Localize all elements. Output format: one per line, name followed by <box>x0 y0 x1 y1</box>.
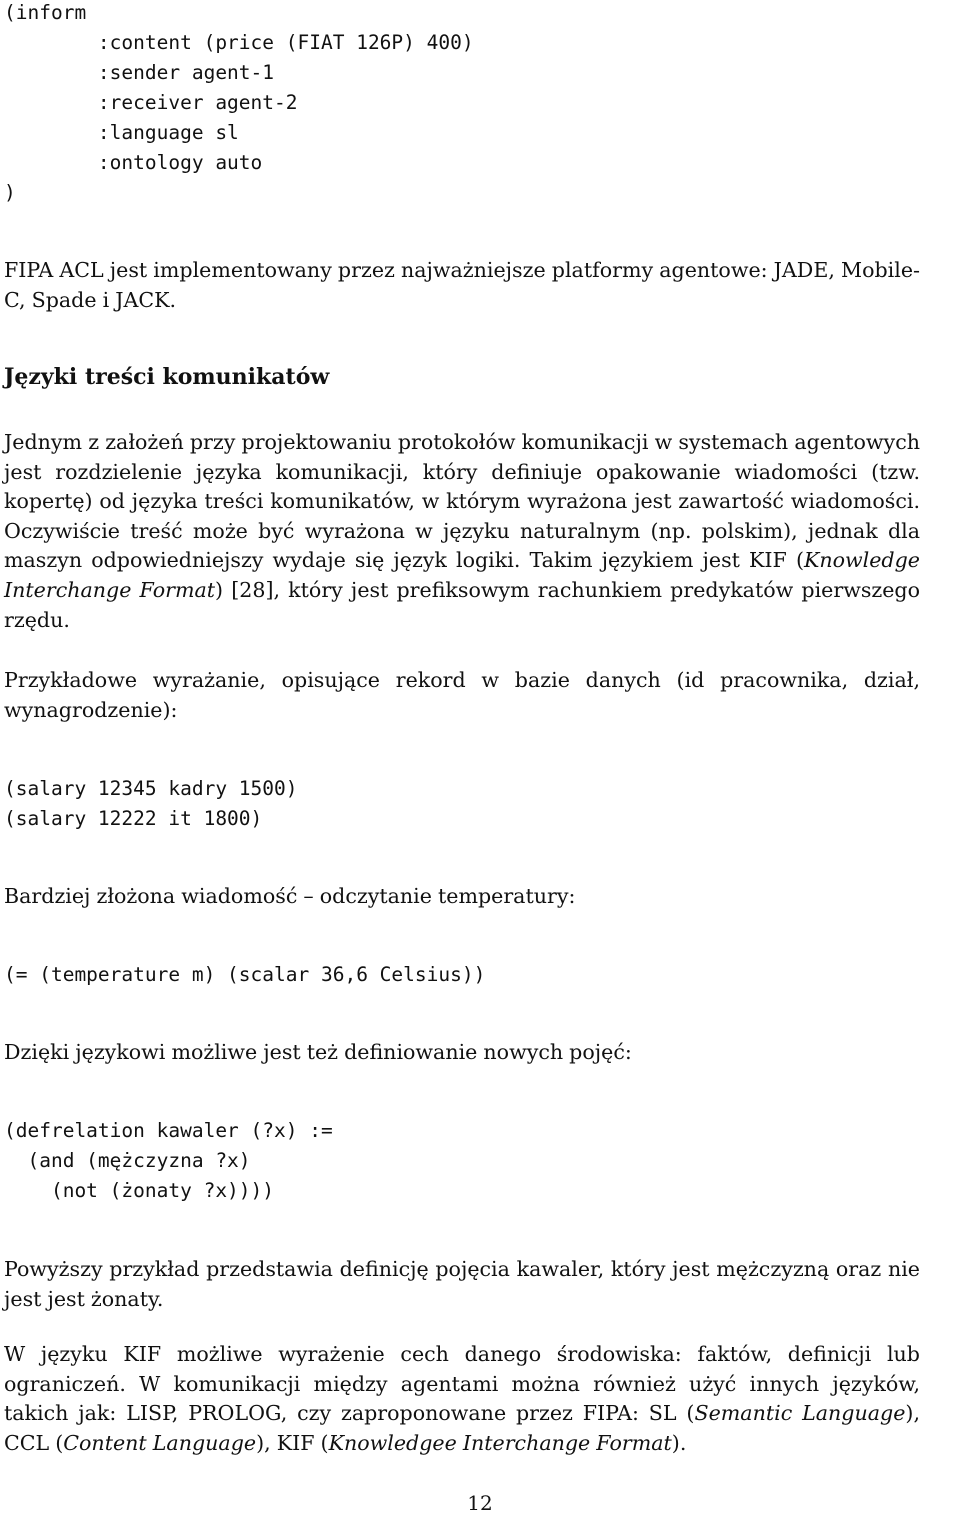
code-salary-records: (salary 12345 kadry 1500) (salary 12222 it 1800) <box>4 777 298 830</box>
sl-full-name: Semantic Language <box>694 1401 906 1426</box>
kif-full-name: Knowledge Interchange Format <box>4 548 920 602</box>
paragraph-text: ), KIF ( <box>256 1430 329 1455</box>
code-inform-message: (inform :content (price (FIAT 126P) 400) :sender agent-1 :receiver agent-2 :language sl :ontology auto ) <box>4 1 474 204</box>
paragraph-definitions-intro: Dzięki językowi możliwe jest też definiowanie nowych pojęć: <box>4 1040 632 1064</box>
paragraph-kif-languages <box>4 1340 920 1458</box>
paragraph-text: Jednym z założeń przy projektowaniu protokołów komunikacji w systemach agentowych jest rozdzielenie języka komunikacji, który definiuje opakowanie wiadomości (tzw. kopertę) od języka treści komunikatów, w którym wyrażona jest zawartość wiadomości. Oczywiście treść może być wyrażona w języku naturalnym (np. polskim), jednak dla maszyn odpowiedniejszy wydaje się język logiki. Takim językiem jest KIF ( <box>4 430 920 573</box>
paragraph-text: ). <box>671 1430 687 1455</box>
code-temperature: (= (temperature m) (scalar 36,6 Celsius)) <box>4 963 486 986</box>
ccl-full-name: Content Language <box>63 1430 257 1455</box>
paragraph-example-explain: Powyższy przykład przedstawia definicję pojęcia kawaler, który jest mężczyzną oraz nie jest jest żonaty. <box>4 1257 920 1311</box>
paragraph-text: ) [28], który jest prefiksowym rachunkiem predykatów pierwszego rzędu. <box>4 577 921 632</box>
paragraph-text: ), CCL ( <box>4 1401 920 1455</box>
paragraph-text: W języku KIF możliwe wyrażenie cech danego środowiska: faktów, definicji lub ograniczeń. W komunikacji między agentami można również użyć innych języków, takich jak: LISP, PROLOG, czy zaproponowane przez FIPA: SL ( <box>4 1342 920 1426</box>
code-defrelation: (defrelation kawaler (?x) := (and (mężczyzna ?x) (not (żonaty ?x)))) <box>4 1119 333 1202</box>
kif-full-name: Knowledgee Interchange Format <box>328 1430 672 1455</box>
section-heading: Języki treści komunikatów <box>4 364 330 390</box>
paragraph-content-languages <box>4 428 920 635</box>
page-number: 12 <box>467 1491 493 1515</box>
paragraph-example-intro: Przykładowe wyrażanie, opisujące rekord w bazie danych (id pracownika, dział, wynagrodzenie): <box>4 668 920 722</box>
paragraph-complex-intro: Bardziej złożona wiadomość – odczytanie temperatury: <box>4 884 576 908</box>
paragraph-fipa-platforms: FIPA ACL jest implementowany przez najważniejsze platformy agentowe: JADE, Mobile-C, Spade i JACK. <box>4 258 920 312</box>
